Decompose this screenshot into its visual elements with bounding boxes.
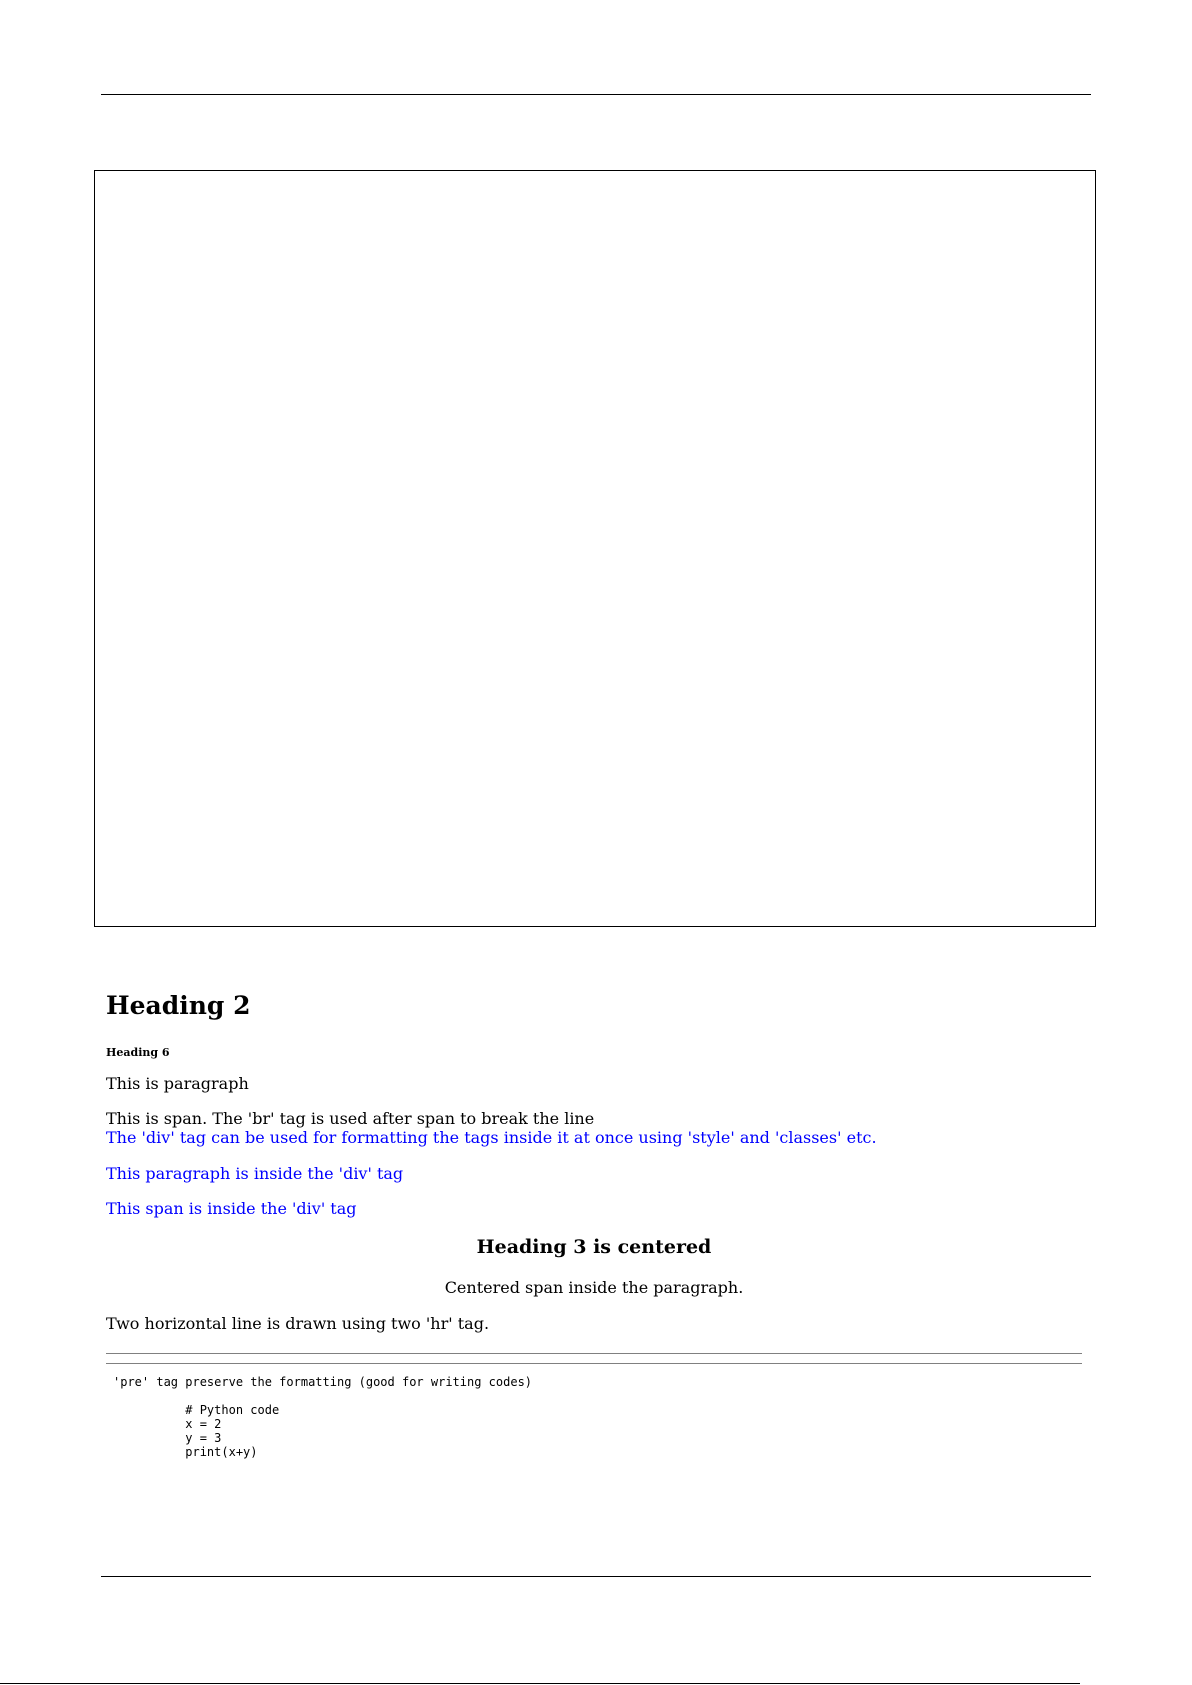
horizontal-rule-2 (106, 1363, 1082, 1364)
hr-description: Two horizontal line is drawn using two 'hr' tag. (106, 1314, 490, 1333)
page-header-rule (101, 94, 1091, 95)
embedded-frame-box (94, 170, 1096, 927)
centered-span: Centered span inside the paragraph. (444, 1278, 744, 1297)
div-intro-text: The 'div' tag can be used for formatting the tags inside it at once using 'style' and 'classes' etc. (106, 1128, 877, 1147)
heading-2: Heading 2 (106, 991, 251, 1020)
paragraph: This is paragraph (106, 1074, 249, 1093)
div-span: This span is inside the 'div' tag (106, 1199, 357, 1218)
heading-3-centered: Heading 3 is centered (476, 1236, 712, 1258)
span-text: This is span. The 'br' tag is used after span to break the line (106, 1109, 595, 1128)
page-footer-rule (101, 1576, 1091, 1577)
horizontal-rule-1 (106, 1353, 1082, 1354)
heading-6: Heading 6 (106, 1046, 170, 1059)
page-bottom-edge (0, 1683, 1080, 1684)
preformatted-code-block: 'pre' tag preserve the formatting (good for writing codes) # Python code x = 2 y = 3 print(x+y) (113, 1375, 533, 1459)
div-paragraph: This paragraph is inside the 'div' tag (106, 1164, 404, 1183)
